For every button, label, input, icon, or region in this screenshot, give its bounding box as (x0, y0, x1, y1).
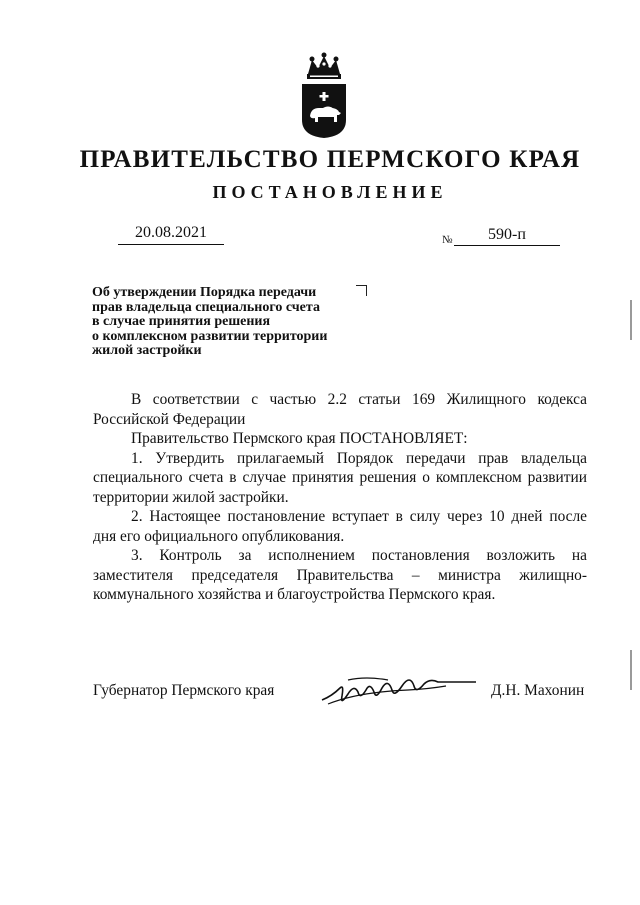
document-type: ПОСТАНОВЛЕНИЕ (212, 182, 448, 202)
subject-line: прав владельца специального счета (92, 299, 320, 315)
document-subject (92, 286, 392, 359)
scan-margin-mark (630, 300, 632, 340)
signatory-role: Губернатор Пермского края (93, 682, 275, 699)
subject-line: Об утверждении Порядка передачи (92, 285, 317, 300)
body-paragraph: В соответствии с частью 2.2 статьи 169 Жилищного кодекса Российской Федерации (93, 391, 587, 428)
signatory-name: Д.Н. Махонин (491, 682, 585, 699)
handwritten-signature (318, 666, 478, 712)
body-paragraph: Правительство Пермского края ПОСТАНОВЛЯЕТ: (131, 430, 468, 447)
document-number: 590-п (454, 226, 560, 246)
subject-line: в случае принятия решения (92, 314, 271, 329)
coat-of-arms-icon (298, 52, 350, 140)
body-paragraph: 2. Настоящее постановление вступает в силу через 10 дней после дня его официального опубликования. (93, 508, 587, 545)
government-title: ПРАВИТЕЛЬСТВО ПЕРМСКОГО КРАЯ (79, 146, 581, 173)
body-paragraph: 3. Контроль за исполнением постановления возложить на заместителя председателя Правительства – министра жилищно-коммунального хозяйства и благоустройства Пермского края. (93, 547, 587, 603)
document-date: 20.08.2021 (118, 224, 224, 245)
scan-margin-mark (630, 650, 632, 690)
subject-line: жилой застройки (92, 343, 202, 358)
number-sign: № (442, 234, 453, 246)
subject-line: о комплексном развитии территории (92, 328, 328, 344)
body-paragraph: 1. Утвердить прилагаемый Порядок передачи прав владельца специального счета в случае принятия решения о комплексном развитии территории жилой застройки. (93, 449, 587, 506)
document-body (93, 390, 587, 605)
